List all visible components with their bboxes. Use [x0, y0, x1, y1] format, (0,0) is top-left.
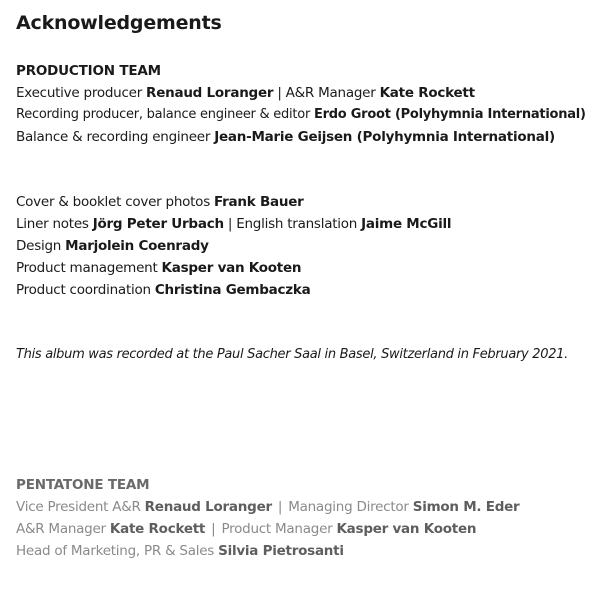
credit-name: Marjolein Coenrady	[65, 238, 209, 254]
pentatone-line-2	[16, 521, 476, 537]
credits-line-2	[16, 216, 451, 232]
credit-role: Design	[16, 238, 66, 254]
pentatone-line-3	[16, 543, 344, 559]
credit-role: Product Manager	[221, 521, 337, 537]
credit-name: Erdo Groot (Polyhymnia International)	[313, 107, 586, 122]
credit-name: Kasper van Kooten	[336, 521, 477, 537]
credit-name: Christina Gembaczka	[154, 282, 311, 298]
credit-name: Silvia Pietrosanti	[218, 543, 344, 559]
credits-line-1	[16, 194, 304, 210]
page-title: Acknowledgements	[16, 12, 222, 34]
credits-line-5	[16, 282, 310, 298]
credit-separator: |	[223, 216, 237, 232]
credit-name: Frank Bauer	[214, 194, 304, 210]
production-team-heading: PRODUCTION TEAM	[16, 63, 161, 79]
production-line-3	[16, 129, 555, 145]
pentatone-team-heading: PENTATONE TEAM	[16, 477, 150, 493]
credit-name: Jean-Marie Geijsen (Polyhymnia International)	[214, 129, 555, 145]
credit-role: Cover & booklet cover photos	[16, 194, 215, 210]
pentatone-line-1	[16, 499, 519, 515]
credit-role: Vice President A&R	[16, 499, 145, 515]
credit-name: Renaud Loranger	[144, 499, 272, 515]
credit-role: Managing Director	[288, 499, 413, 515]
credit-separator: |	[273, 85, 286, 101]
credit-role: A&R Manager	[16, 521, 110, 537]
credit-role: A&R Manager	[285, 85, 380, 101]
credit-name: Kasper van Kooten	[161, 260, 302, 276]
credit-separator: |	[211, 521, 216, 537]
credit-name: Renaud Loranger	[146, 85, 274, 101]
production-line-1	[16, 85, 475, 101]
credit-separator: |	[277, 499, 283, 515]
credit-role: Head of Marketing, PR & Sales	[16, 543, 219, 559]
credit-role: Product management	[16, 260, 162, 276]
credit-role: Balance & recording engineer	[16, 129, 215, 145]
recording-note: This album was recorded at the Paul Sacher Saal in Basel, Switzerland in February 2021.	[16, 347, 568, 362]
credit-role: Product coordination	[16, 282, 155, 298]
credits-line-4	[16, 260, 301, 276]
credit-role: Recording producer, balance engineer & editor	[16, 107, 314, 122]
credit-name: Simon M. Eder	[412, 499, 520, 515]
credit-name: Kate Rockett	[109, 521, 206, 537]
credit-name: Jaime McGill	[361, 216, 452, 232]
credit-name: Kate Rockett	[379, 85, 475, 101]
credit-role: English translation	[236, 216, 362, 232]
credit-name: Jörg Peter Urbach	[92, 216, 224, 232]
credit-role: Executive producer	[16, 85, 147, 101]
credit-role: Liner notes	[16, 216, 93, 232]
credits-line-3	[16, 238, 209, 254]
production-line-2	[16, 107, 586, 122]
